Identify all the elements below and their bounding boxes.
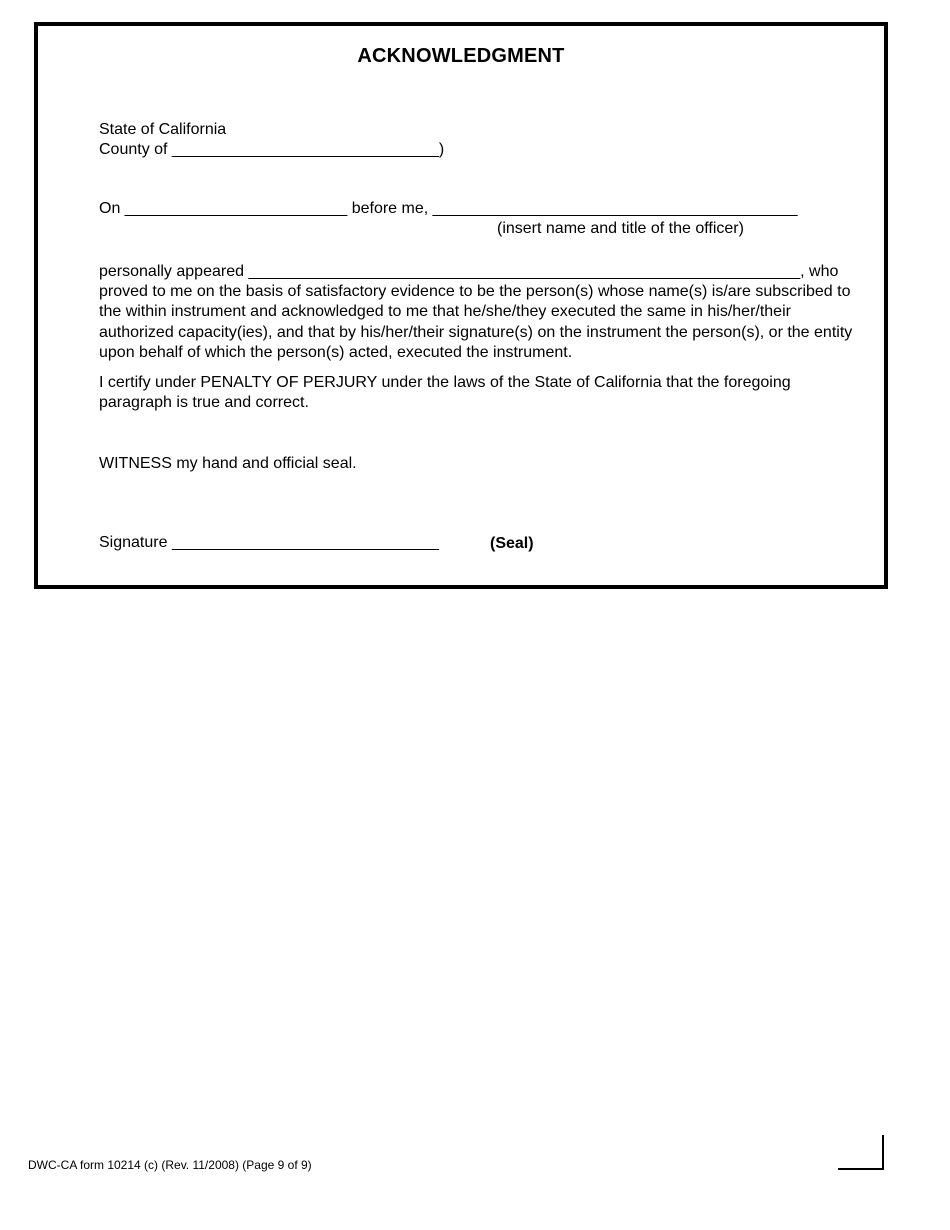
corner-mark-horizontal xyxy=(838,1168,884,1170)
signature-field[interactable]: Signature ______________________________ xyxy=(99,534,439,551)
acknowledgment-box xyxy=(34,22,888,589)
county-field[interactable]: County of ______________________________) xyxy=(99,141,445,158)
form-footer: DWC-CA form 10214 (c) (Rev. 11/2008) (Page 9 of 9) xyxy=(28,1158,312,1172)
acknowledgment-title: ACKNOWLEDGMENT xyxy=(357,45,565,67)
state-line: State of California xyxy=(99,121,227,138)
appeared-paragraph[interactable]: personally appeared ______________________________________________________________, who proved to me on the basis of satisfactory evidence to be the person(s) whose name(s) is/are subscribed to the within instrument and acknowledged to me that he/she/they executed the same in his/her/their authorized capacity(ies), and that by his/her/their signature(s) on the instrument the person(s), or the entity upon behalf of which the person(s) acted, executed the instrument. xyxy=(99,263,853,361)
perjury-paragraph: I certify under PENALTY OF PERJURY under the laws of the State of California that the foregoing paragraph is true and correct. xyxy=(99,374,791,412)
seal-label: (Seal) xyxy=(490,535,534,552)
date-officer-field[interactable]: On _________________________ before me, _________________________________________ xyxy=(99,200,798,217)
corner-mark-vertical xyxy=(882,1135,884,1170)
officer-caption: (insert name and title of the officer) xyxy=(497,220,744,237)
witness-line: WITNESS my hand and official seal. xyxy=(99,455,357,472)
